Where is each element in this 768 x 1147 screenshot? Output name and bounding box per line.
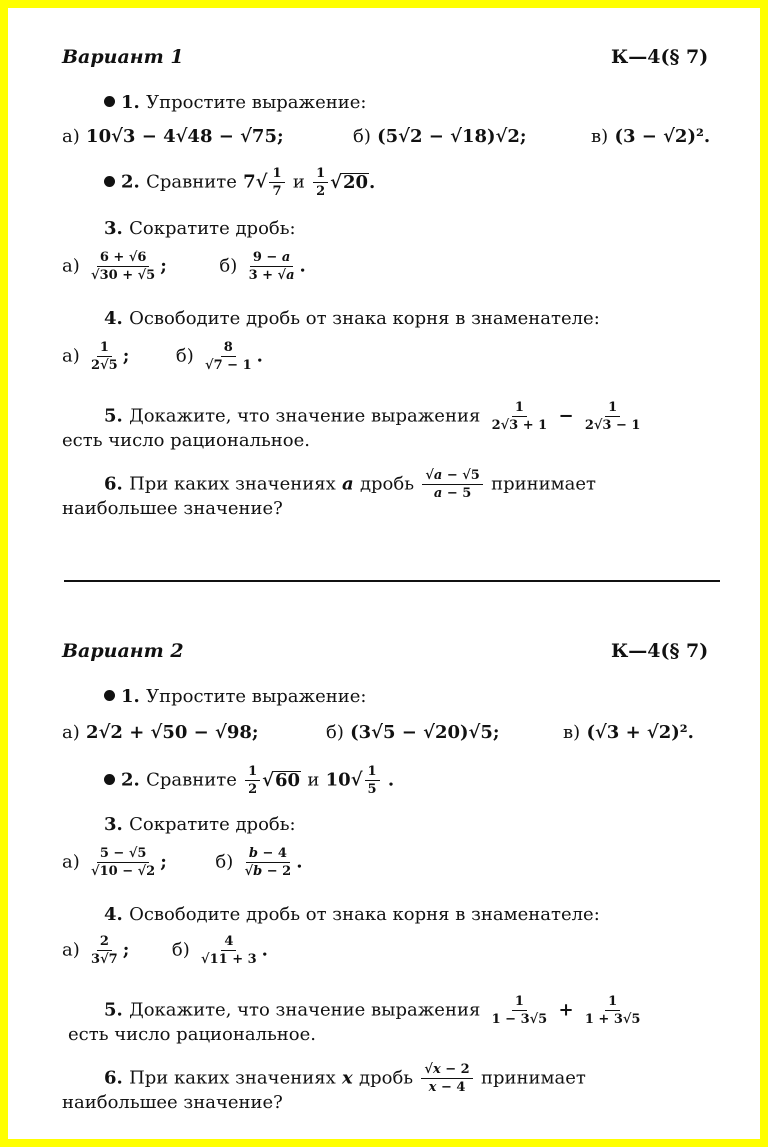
v1-task-6-cont: наибольшее значение?: [62, 498, 283, 519]
v1-task-6: 6. При каких значениях a дробь $\frac{√a - √5}{a - 5}$ принимает: [104, 468, 596, 501]
v2-task-5-cont: есть число рациональное.: [68, 1024, 317, 1045]
v2-task-6: 6. При каких значениях x дробь $\frac{√x - 2}{x - 4}$ принимает: [104, 1062, 586, 1095]
variant-1-code: К—4(§ 7): [611, 46, 709, 68]
v2-task-6-cont: наибольшее значение?: [62, 1092, 283, 1113]
v2-task-5: 5. Докажите, что значение выражения $\frac{1}{1 - 3√5}$ + $\frac{1}{1 + 3√5}$: [104, 994, 641, 1027]
v2-task-3: 3. Сократите дробь:: [104, 814, 296, 835]
bullet-icon: [104, 96, 115, 107]
v2-task-2: 2. Сравните $\frac{1}{2}$ √60 и 10√ $\frac{1}{5}$ .: [104, 764, 394, 797]
v1-task-5: 5. Докажите, что значение выражения $\frac{1}{2√3 + 1}$ − $\frac{1}{2√3 - 1}$: [104, 400, 641, 433]
v1-task-3a: а) $\frac{6 + √6}{√30 + √5}$ ; б) $\frac{9 - a}{3 + √a}$ .: [62, 250, 306, 283]
v1-task-1a: а) 10√3 − 4√48 − √75;: [62, 126, 284, 147]
bullet-icon: [104, 690, 115, 701]
v2-task-1b: б) (3√5 − √20)√5;: [326, 722, 500, 743]
section-divider: [64, 580, 720, 582]
v2-task-4a: а) $\frac{2}{3√7}$ ; б) $\frac{4}{√11 + 3}$ .: [62, 934, 268, 967]
variant-2-code: К—4(§ 7): [611, 640, 709, 662]
v2-task-1: 1. Упростите выражение:: [104, 686, 366, 707]
variant-1-title: Вариант 1: [62, 46, 184, 68]
v1-task-4: 4. Освободите дробь от знака корня в знаменателе:: [104, 308, 600, 329]
v2-task-1c: в) (√3 + √2)².: [563, 722, 694, 743]
bullet-icon: [104, 176, 115, 187]
bullet-icon: [104, 774, 115, 785]
variant-2-title: Вариант 2: [62, 640, 184, 662]
v1-task-3: 3. Сократите дробь:: [104, 218, 296, 239]
v1-task-5-cont: есть число рациональное.: [62, 430, 311, 451]
v1-task-4a: а) $\frac{1}{2√5}$ ; б) $\frac{8}{√7 - 1}$ .: [62, 340, 263, 373]
v2-task-3a: а) $\frac{5 - √5}{√10 - √2}$ ; б) $\frac{b - 4}{√b - 2}$ .: [62, 846, 303, 879]
v1-task-1: 1. Упростите выражение:: [104, 92, 366, 113]
v1-task-2: 2. Сравните 7√ $\frac{1}{7}$ и $\frac{1}{2}$ √20.: [104, 166, 375, 199]
v1-task-1c: в) (3 − √2)².: [591, 126, 711, 147]
v2-task-4: 4. Освободите дробь от знака корня в знаменателе:: [104, 904, 600, 925]
worksheet-page: [8, 8, 760, 1139]
v1-task-1b: б) (5√2 − √18)√2;: [353, 126, 527, 147]
v2-task-1a: а) 2√2 + √50 − √98;: [62, 722, 259, 743]
